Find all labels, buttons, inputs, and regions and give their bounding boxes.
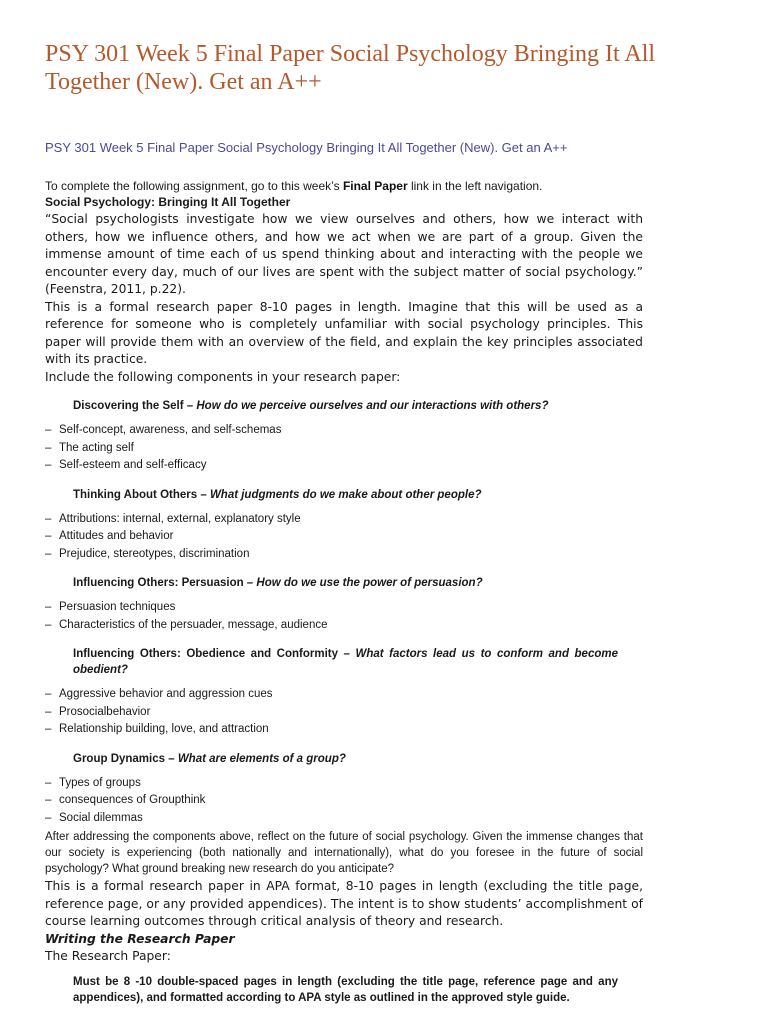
list-item: [45, 775, 644, 793]
list-item: [45, 721, 644, 739]
research-paper-label: The Research Paper:: [45, 949, 171, 963]
component-items: [45, 686, 644, 739]
component-items: [45, 599, 644, 634]
list-item: [45, 704, 644, 722]
list-item-text: Attributions: internal, external, explanatory style: [59, 512, 301, 525]
list-item: [45, 546, 644, 564]
component-items: [45, 511, 644, 564]
component-heading: [73, 575, 618, 591]
dash-bullet: –: [45, 441, 52, 454]
list-item-text: Prejudice, stereotypes, discrimination: [59, 547, 250, 560]
list-item: [45, 810, 644, 828]
component-thinking-others: [45, 487, 644, 564]
writing-heading: Writing the Research Paper: [45, 931, 235, 946]
list-item: [45, 792, 644, 810]
dash-bullet: –: [45, 512, 52, 525]
component-heading: [73, 487, 618, 503]
reflection-paragraph: After addressing the components above, reflect on the future of social psychology. Given the immense changes that our society is experiencing (both nationally and internationally), what do you foresee in the future of social psychology? What ground breaking new research do you anticipate?: [45, 831, 643, 875]
description-paragraph: This is a formal research paper 8-10 pages in length. Imagine that this will be used as a reference for someone who is completely unfamiliar with social psychology principles. This paper will provide them with an overview of the field, and explain the key principles associated with its practice.: [45, 299, 643, 366]
list-item: [45, 528, 644, 546]
dash-bullet: –: [45, 424, 52, 436]
dash-bullet: –: [45, 705, 52, 718]
component-heading: [73, 646, 618, 678]
component-group-dynamics: [45, 751, 644, 828]
intro-text: To complete the following assignment, go to this week’s: [45, 179, 343, 193]
list-item: [45, 686, 644, 704]
list-item: [45, 511, 644, 529]
intro-line: [45, 179, 645, 193]
final-paper-label: Final Paper: [342, 179, 408, 193]
dash-bullet: –: [45, 547, 52, 560]
list-item-text: consequences of Groupthink: [59, 794, 206, 806]
component-items: [45, 775, 644, 828]
component-heading: [73, 398, 618, 414]
list-item: [45, 440, 644, 458]
dash-bullet: –: [45, 601, 52, 613]
dash-bullet: –: [45, 688, 52, 700]
list-item-text: Self-esteem and self-efficacy: [59, 459, 207, 471]
list-item: [45, 422, 644, 440]
quote-paragraph: “Social psychologists investigate how we view ourselves and others, how we interact with others, how we influence others, and how we act when we are part of a group. Given the immense amount of time each of us spend thinking about and interacting with the people we encounter every day, much of our lives are spent with the subject matter of social psychology.” (Feenstra, 2011, p.22).: [45, 212, 643, 296]
list-item: [45, 457, 644, 475]
component-items: [45, 422, 644, 475]
component-title: Group Dynamics –: [73, 752, 178, 765]
page-title: PSY 301 Week 5 Final Paper Social Psychology Bringing It All Together (New). Get an A++: [45, 41, 656, 95]
dash-bullet: –: [45, 618, 52, 631]
list-item-text: Attitudes and behavior: [59, 530, 174, 542]
component-question: What are elements of a group?: [177, 752, 346, 765]
component-persuasion: [45, 575, 644, 634]
dash-bullet: –: [45, 794, 52, 806]
list-item: [45, 617, 644, 635]
include-line: Include the following components in your research paper:: [45, 369, 401, 384]
apa-paragraph: This is a formal research paper in APA format, 8-10 pages in length (excluding the title page, reference page, or any provided appendices). The intent is to show students’ accomplishment of course learning outcomes through critical analysis of theory and research.: [45, 879, 643, 928]
section-heading: Social Psychology: Bringing It All Together: [45, 195, 291, 209]
component-obedience: [45, 646, 644, 739]
list-item: [45, 599, 644, 617]
list-item-text: Relationship building, love, and attraction: [59, 723, 269, 735]
list-item-text: Prosocialbehavior: [59, 705, 151, 718]
component-heading: [73, 751, 618, 767]
dash-bullet: –: [45, 530, 52, 542]
list-item-text: Social dilemmas: [59, 811, 143, 824]
component-question: What factors lead us to conform and become obedient?: [73, 648, 618, 676]
component-question: How do we use the power of persuasion?: [256, 577, 483, 589]
component-title: Influencing Others: Persuasion –: [73, 577, 257, 589]
requirement-paragraph: Must be 8 -10 double-spaced pages in length (excluding the title page, reference page and any appendices), and formatted according to APA style as outlined in the approved style guide.: [73, 975, 618, 1004]
component-title: Influencing Others: Obedience and Conformity –: [73, 648, 356, 660]
list-item-text: Persuasion techniques: [59, 601, 176, 613]
intro-text-end: link in the left navigation.: [407, 179, 543, 193]
list-item-text: Types of groups: [59, 776, 141, 789]
list-item-text: Characteristics of the persuader, message, audience: [59, 618, 328, 631]
component-discovering-self: [45, 398, 644, 475]
component-question: What judgments do we make about other people?: [209, 488, 482, 501]
dash-bullet: –: [45, 459, 52, 471]
list-item-text: Aggressive behavior and aggression cues: [59, 688, 273, 700]
document-subtitle: PSY 301 Week 5 Final Paper Social Psychology Bringing It All Together (New). Get an A++: [45, 140, 568, 155]
component-question: How do we perceive ourselves and our interactions with others?: [196, 400, 549, 412]
component-title: Thinking About Others –: [73, 488, 210, 501]
list-item-text: The acting self: [59, 441, 134, 454]
dash-bullet: –: [45, 811, 52, 824]
component-title: Discovering the Self –: [73, 400, 197, 412]
list-item-text: Self-concept, awareness, and self-schemas: [59, 424, 282, 436]
dash-bullet: –: [45, 776, 52, 789]
dash-bullet: –: [45, 723, 52, 735]
